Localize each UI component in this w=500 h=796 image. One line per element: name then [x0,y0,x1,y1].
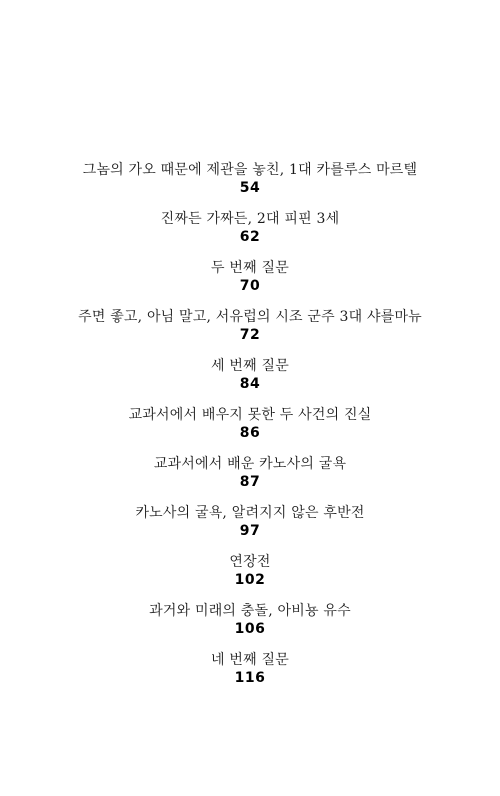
toc-entry-page-number: 106 [234,621,266,637]
toc-entry [0,406,500,455]
toc-entry-title: 교과서에서 배운 카노사의 굴욕 [153,456,347,472]
toc-entry [0,210,500,259]
toc-entry-title: 교과서에서 배우지 못한 두 사건의 진실 [128,407,372,423]
toc-entry-title: 진짜든 가짜든, 2대 피핀 3세 [160,211,340,227]
toc-entry-page-number: 87 [239,474,261,490]
toc-entry-page-number: 84 [239,376,261,392]
toc-entry-title: 세 번째 질문 [211,358,289,374]
toc-entry [0,602,500,651]
toc-entry-page-number: 54 [239,180,261,196]
toc-entry [0,161,500,210]
toc-entry-page-number: 62 [239,229,261,245]
toc-entry-page-number: 102 [234,572,266,588]
toc-entry-page-number: 72 [239,327,261,343]
toc-entry-page-number: 97 [239,523,261,539]
toc-entry-title: 네 번째 질문 [211,652,289,668]
toc-entry-title: 연장전 [229,554,271,570]
toc-entry [0,259,500,308]
toc-entry [0,357,500,406]
toc-entry-title: 두 번째 질문 [211,260,289,276]
toc-entry-title: 카노사의 굴욕, 알려지지 않은 후반전 [135,505,365,521]
toc-entry-title: 주면 좋고, 아님 말고, 서유럽의 시조 군주 3대 샤를마뉴 [78,309,422,325]
toc-entry [0,504,500,553]
toc-entry-page-number: 86 [239,425,261,441]
toc-entry-page-number: 70 [239,278,261,294]
table-of-contents [0,161,500,700]
toc-entry-title: 과거와 미래의 충돌, 아비뇽 유수 [149,603,351,619]
toc-entry [0,651,500,700]
toc-entry [0,308,500,357]
toc-entry-title: 그놈의 가오 때문에 제관을 놓친, 1대 카를루스 마르텔 [82,162,418,178]
toc-entry-page-number: 116 [234,670,266,686]
toc-entry [0,455,500,504]
toc-entry [0,553,500,602]
